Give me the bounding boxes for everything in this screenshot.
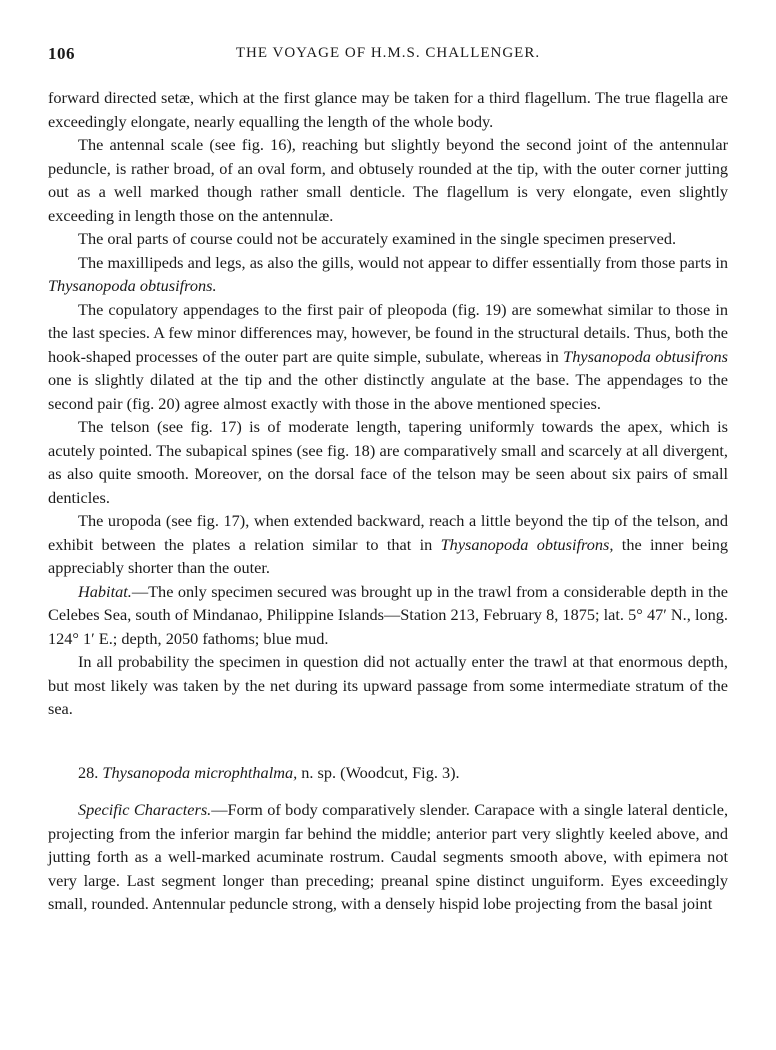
paragraph-copulatory <box>48 298 728 416</box>
paragraph-continued: forward directed setæ, which at the first glance may be taken for a third flagellum. The true flagella are exceedingly elongate, nearly equalling the length of the whole body. <box>48 88 728 131</box>
species-heading <box>48 761 728 785</box>
running-title: THE VOYAGE OF H.M.S. CHALLENGER. <box>235 45 541 61</box>
paragraph-habitat <box>48 580 728 651</box>
text-run: —The only specimen secured was brought up in the trawl from a considerable depth in the Celebes Sea, south of Mindanao, Philippine Islands—Station 213, February 8, 1875; lat. 5° 47′ N., long. 124° 1′ E.; depth, 2050 fathoms; blue mud. <box>48 581 728 648</box>
page-number: 106 <box>48 44 75 63</box>
text-run: one is slightly dilated at the tip and the other distinctly angulate at the base. The appendages to the second pair (fig. 20) agree almost exactly with those in the above mentioned species. <box>48 370 728 413</box>
text-run: The copulatory appendages to the first pair of pleopoda (fig. 19) are somewhat similar to those in the last species. A few minor differences may, however, be found in the structural details. Thus, both the hook-shaped processes of the outer part are quite simple, subulate, whereas in <box>48 299 728 366</box>
species-number: 28. <box>78 762 103 782</box>
text-run: —Form of body comparatively slender. Carapace with a single lateral denticle, projecting from the inferior margin far behind the middle; anterior part very slightly keeled above, and jutting forth as a well-marked acuminate rostrum. Caudal segments smooth above, with epimera not very large. Last segment longer than preceding; preanal spine distinct unguiform. Eyes exceedingly small, rounded. Antennular peduncle strong, with a densely hispid lobe projecting from the basal joint <box>48 800 729 913</box>
text-run: The uropoda (see fig. 17), when extended backward, reach a little beyond the tip of the telson, and exhibit between the plates a relation similar to that in <box>48 511 728 554</box>
body-text <box>48 86 728 916</box>
page-header <box>48 44 728 68</box>
paragraph-specific-characters <box>48 798 728 916</box>
paragraph-uropoda <box>48 509 728 580</box>
paragraph-telson: The telson (see fig. 17) is of moderate length, tapering uniformly towards the apex, which is acutely pointed. The subapical spines (see fig. 18) are comparatively small and scarcely at all divergent, as also quite smooth. Moreover, on the dorsal face of the telson may be seen about six pairs of small denticles. <box>48 417 728 507</box>
text-run: The maxillipeds and legs, as also the gills, would not appear to differ essentially from those parts in <box>78 252 728 272</box>
species-name: Thysanopoda obtusifrons. <box>48 276 217 295</box>
species-name: Thysanopoda microphthalma, <box>102 762 298 782</box>
species-name: Thysanopoda obtusifrons, <box>440 534 614 554</box>
specific-characters-label: Specific Characters. <box>78 800 212 819</box>
species-name: Thysanopoda obtusifrons <box>563 346 729 366</box>
habitat-label: Habitat. <box>78 581 132 601</box>
paragraph-maxillipeds <box>48 251 728 298</box>
paragraph-probability: In all probability the specimen in question did not actually enter the trawl at that enormous depth, but most likely was taken by the net during its upward passage from some intermediate stratum of the sea. <box>48 652 728 718</box>
text-run: n. sp. (Woodcut, Fig. 3). <box>297 762 460 782</box>
text-run: the inner being appreciably shorter than the outer. <box>48 534 728 577</box>
paragraph-oral-parts: The oral parts of course could not be accurately examined in the single specimen preserved. <box>78 229 677 248</box>
paragraph-antennal-scale: The antennal scale (see fig. 16), reaching but slightly beyond the second joint of the antennular peduncle, is rather broad, of an oval form, and obtusely rounded at the tip, with the outer corner jutting out as a well marked though rather small denticle. The flagellum is very elongate, even slightly exceeding in length those on the antennulæ. <box>48 135 728 225</box>
